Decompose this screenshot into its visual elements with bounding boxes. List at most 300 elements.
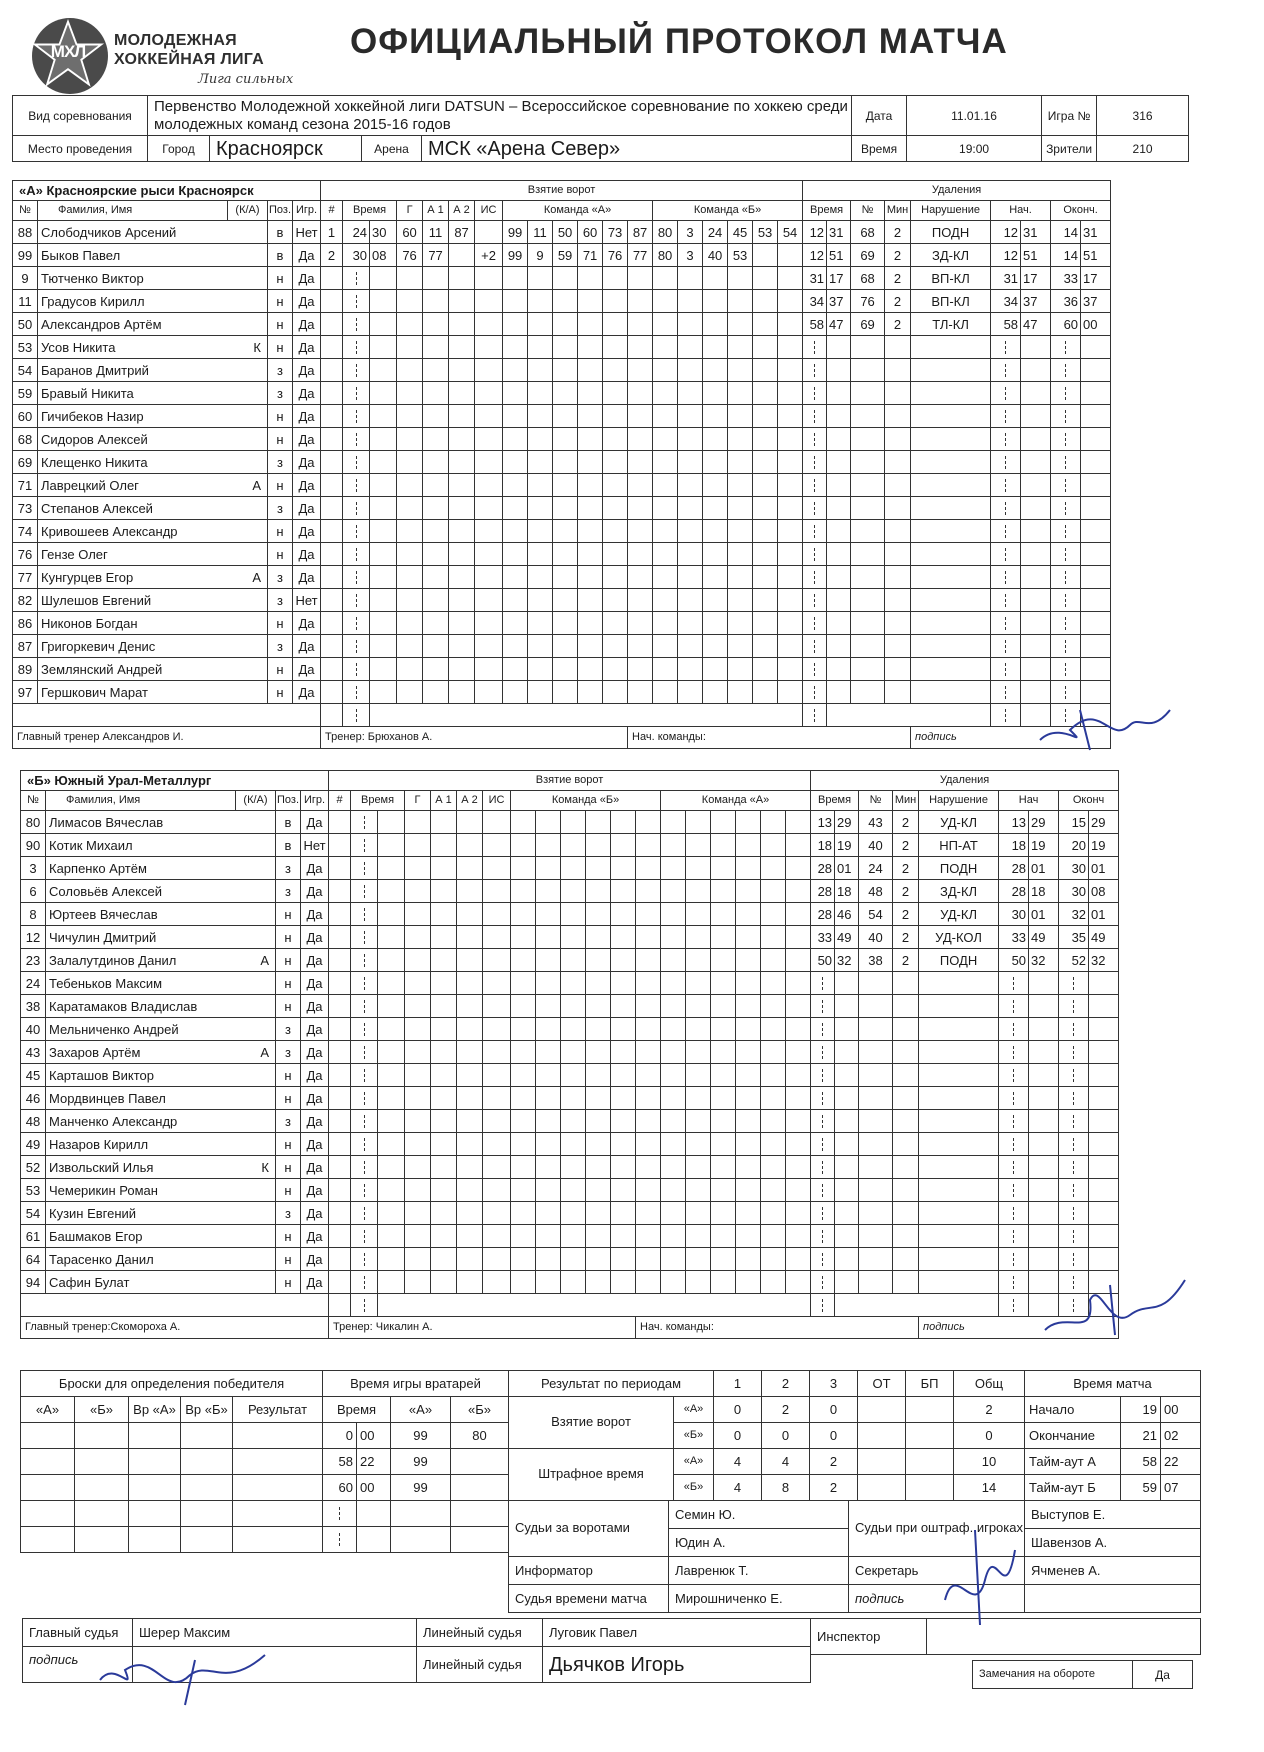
goal-number	[321, 681, 343, 704]
on-ice-cell	[511, 995, 536, 1018]
informer-name: Лавренюк Т.	[669, 1557, 849, 1585]
penalty-minute	[803, 359, 827, 382]
on-ice-cell	[578, 267, 603, 290]
player-name-cell	[46, 972, 276, 995]
on-ice-cell	[728, 428, 753, 451]
goalie-time-row	[323, 1423, 509, 1449]
on-ice-cell	[636, 1064, 661, 1087]
penalty-cell	[1029, 1179, 1059, 1202]
period-value: 4	[714, 1475, 762, 1501]
penalty-minute	[811, 995, 835, 1018]
penalty-minute	[811, 1225, 835, 1248]
goal-cell	[423, 267, 449, 290]
goal-cell	[405, 880, 431, 903]
on-ice-cell	[761, 1064, 786, 1087]
goal-cell	[370, 566, 397, 589]
on-ice-cell	[711, 949, 736, 972]
penalty-end	[1051, 658, 1081, 681]
goal-cell	[378, 949, 405, 972]
player-played: Да	[293, 290, 321, 313]
penalty-cell	[851, 566, 885, 589]
game-number: 316	[1097, 96, 1189, 136]
penalty-end-minute: 32	[1059, 903, 1089, 926]
on-ice-cell	[528, 543, 553, 566]
on-ice-cell	[661, 1064, 686, 1087]
col-penalty-time: Время	[811, 791, 859, 811]
penalty-minutes: 2	[893, 857, 919, 880]
on-ice-cell	[611, 880, 636, 903]
col-pos: Поз.	[268, 201, 293, 221]
goal-cell	[431, 880, 457, 903]
on-ice-cell	[636, 1087, 661, 1110]
penalty-cell	[1089, 1248, 1119, 1271]
goal-cell	[483, 903, 511, 926]
period-value	[906, 1475, 954, 1501]
goal-assist-1: 11	[423, 221, 449, 244]
on-ice-cell	[636, 949, 661, 972]
on-ice-cell	[753, 658, 778, 681]
penalty-second: 32	[835, 949, 859, 972]
on-ice-cell	[761, 1041, 786, 1064]
on-ice-cell	[778, 566, 803, 589]
period-value: 2	[810, 1475, 858, 1501]
col-assist-2: А 2	[449, 201, 475, 221]
player-row	[13, 589, 1111, 612]
on-ice-cell	[786, 972, 811, 995]
penalty-end	[1059, 995, 1089, 1018]
penalty-cell	[835, 1064, 859, 1087]
on-ice-cell	[753, 497, 778, 520]
player-number: 61	[21, 1225, 46, 1248]
on-ice-cell	[553, 336, 578, 359]
shootout-table	[20, 1370, 323, 1553]
player-played: Да	[301, 995, 329, 1018]
goal-cell	[405, 1018, 431, 1041]
goal-cell	[405, 1041, 431, 1064]
match-time-second: 02	[1161, 1423, 1201, 1449]
goal-cell	[397, 428, 423, 451]
goalie-a: 99	[391, 1449, 451, 1475]
penalty-cell	[851, 497, 885, 520]
on-ice-cell	[536, 1087, 561, 1110]
on-ice-cell	[603, 359, 628, 382]
penalty-start	[999, 1087, 1029, 1110]
goal-cell	[483, 880, 511, 903]
on-ice-cell	[503, 382, 528, 405]
on-ice-cell	[586, 949, 611, 972]
on-ice-cell	[528, 451, 553, 474]
team-a-coach-signature	[1030, 690, 1180, 760]
goal-number	[329, 811, 351, 834]
player-name-cell	[46, 857, 276, 880]
on-ice-cell	[711, 1133, 736, 1156]
penalty-end	[1059, 1202, 1089, 1225]
penalty-minutes: 2	[885, 313, 911, 336]
on-ice-cell	[628, 543, 653, 566]
player-number: 69	[13, 451, 38, 474]
on-ice-cell	[636, 811, 661, 834]
penalty-start	[991, 543, 1021, 566]
player-position: з	[276, 1202, 301, 1225]
goal-minute	[351, 880, 378, 903]
on-ice-cell	[661, 1133, 686, 1156]
penalty-start-minute: 13	[999, 811, 1029, 834]
on-ice-cell	[553, 681, 578, 704]
penalty-start	[991, 336, 1021, 359]
on-ice-cell	[753, 313, 778, 336]
shootout-cell	[21, 1449, 75, 1475]
penalty-second: 29	[835, 811, 859, 834]
penalty-end-second: 31	[1081, 221, 1111, 244]
player-position: з	[276, 880, 301, 903]
on-ice-player: 99	[503, 244, 528, 267]
penalty-start	[999, 1133, 1029, 1156]
on-ice-cell	[603, 313, 628, 336]
goal-cell	[397, 566, 423, 589]
on-ice-cell	[503, 543, 528, 566]
penalty-player: 38	[859, 949, 893, 972]
goal-number	[329, 1133, 351, 1156]
player-position: н	[276, 1133, 301, 1156]
on-ice-cell	[636, 1271, 661, 1294]
goal-cell	[449, 589, 475, 612]
goal-minute	[343, 589, 370, 612]
on-ice-cell	[736, 949, 761, 972]
penalty-end-minute: 15	[1059, 811, 1089, 834]
on-ice-cell	[653, 635, 678, 658]
player-played: Да	[301, 1018, 329, 1041]
penalty-cell	[885, 428, 911, 451]
penalty-cell	[885, 451, 911, 474]
goal-number	[329, 949, 351, 972]
goalie-time-minute: 0	[323, 1423, 357, 1449]
goal-cell	[449, 474, 475, 497]
penalty-minutes: 2	[893, 926, 919, 949]
penalty-violation: ВП-КЛ	[911, 290, 991, 313]
on-ice-cell	[561, 880, 586, 903]
goal-cell	[449, 658, 475, 681]
goal-cell	[457, 857, 483, 880]
goal-cell	[475, 382, 503, 405]
player-row	[21, 1018, 1119, 1041]
penalty-end-second: 01	[1089, 903, 1119, 926]
opp-on-ice-player: 54	[778, 221, 803, 244]
on-ice-cell	[653, 497, 678, 520]
on-ice-cell	[736, 995, 761, 1018]
goal-cell	[483, 1087, 511, 1110]
player-played: Да	[293, 681, 321, 704]
penalty-cell	[919, 1018, 999, 1041]
player-played: Нет	[293, 589, 321, 612]
penalty-end-second: 49	[1089, 926, 1119, 949]
penalty-cell	[827, 428, 851, 451]
penalty-cell	[859, 1248, 893, 1271]
on-ice-cell	[611, 1064, 636, 1087]
on-ice-cell	[753, 428, 778, 451]
col-goal-time: Время	[343, 201, 397, 221]
on-ice-cell	[653, 267, 678, 290]
on-ice-cell	[686, 834, 711, 857]
penalty-minute	[811, 1110, 835, 1133]
goal-cell	[449, 336, 475, 359]
goal-cell	[475, 589, 503, 612]
penalty-start-minute: 28	[999, 857, 1029, 880]
spacer-cell	[999, 1294, 1029, 1317]
on-ice-cell	[628, 382, 653, 405]
period-col: 2	[762, 1371, 810, 1397]
penalty-end-minute: 30	[1059, 880, 1089, 903]
goal-minute	[343, 658, 370, 681]
penalty-second: 49	[835, 926, 859, 949]
on-ice-cell	[536, 811, 561, 834]
goal-cell	[431, 1225, 457, 1248]
player-name: Слободчиков Арсений	[41, 224, 177, 240]
goal-cell	[457, 1041, 483, 1064]
player-played: Да	[293, 382, 321, 405]
player-name: Гичибеков Назир	[41, 408, 144, 424]
match-time-label: Начало	[1025, 1397, 1121, 1423]
player-played: Да	[301, 880, 329, 903]
opp-on-ice-player: 80	[653, 221, 678, 244]
penalty-cell	[1029, 1041, 1059, 1064]
goal-minute	[343, 474, 370, 497]
penalty-cell	[893, 1202, 919, 1225]
on-ice-cell	[686, 903, 711, 926]
match-time-label: Окончание	[1025, 1423, 1121, 1449]
player-played: Да	[293, 612, 321, 635]
player-row	[13, 497, 1111, 520]
goal-cell	[397, 658, 423, 681]
period-team-label: «А»	[674, 1449, 714, 1475]
goal-number	[321, 336, 343, 359]
penalty-player: 68	[851, 221, 885, 244]
league-name-line2: ХОККЕЙНАЯ ЛИГА	[114, 51, 265, 68]
on-ice-cell	[536, 1156, 561, 1179]
goal-cell	[423, 474, 449, 497]
player-name: Чичулин Дмитрий	[49, 929, 157, 945]
on-ice-cell	[611, 1087, 636, 1110]
period-results-table	[508, 1370, 1025, 1501]
goal-cell	[457, 1248, 483, 1271]
on-ice-cell	[511, 1202, 536, 1225]
goal-minute	[351, 1018, 378, 1041]
on-ice-cell	[703, 313, 728, 336]
on-ice-cell	[586, 926, 611, 949]
goal-minute	[351, 995, 378, 1018]
penalty-cell	[835, 1110, 859, 1133]
goal-cell	[431, 857, 457, 880]
on-ice-cell	[778, 428, 803, 451]
on-ice-cell	[503, 359, 528, 382]
player-position: з	[276, 1018, 301, 1041]
on-ice-cell	[661, 995, 686, 1018]
goal-cell	[475, 313, 503, 336]
on-ice-cell	[578, 612, 603, 635]
goal-number	[329, 1156, 351, 1179]
on-ice-cell	[778, 313, 803, 336]
on-ice-cell	[786, 995, 811, 1018]
on-ice-cell	[511, 1041, 536, 1064]
goal-cell	[378, 995, 405, 1018]
on-ice-cell	[778, 497, 803, 520]
player-name: Тютченко Виктор	[41, 270, 144, 286]
goal-cell	[397, 267, 423, 290]
on-ice-cell	[636, 1202, 661, 1225]
on-ice-cell	[778, 658, 803, 681]
on-ice-cell	[678, 658, 703, 681]
shootout-col: Вр «А»	[129, 1397, 181, 1423]
on-ice-cell	[586, 972, 611, 995]
goal-cell	[423, 658, 449, 681]
penalty-cell	[827, 612, 851, 635]
time-label: Время	[852, 136, 907, 162]
goal-number	[329, 995, 351, 1018]
goal-cell	[457, 1087, 483, 1110]
on-ice-cell	[578, 313, 603, 336]
on-ice-cell	[736, 972, 761, 995]
goal-cell	[475, 428, 503, 451]
goal-cell	[483, 1041, 511, 1064]
player-number: 97	[13, 681, 38, 704]
match-time-title: Время матча	[1025, 1371, 1201, 1397]
on-ice-cell	[586, 1156, 611, 1179]
spacer-row	[21, 1294, 1119, 1317]
player-position: н	[268, 405, 293, 428]
penalty-violation: ТЛ-КЛ	[911, 313, 991, 336]
goal-number	[321, 382, 343, 405]
penalty-cell	[827, 336, 851, 359]
penalty-start	[991, 382, 1021, 405]
on-ice-cell	[536, 949, 561, 972]
on-ice-cell	[661, 811, 686, 834]
player-played: Да	[301, 1133, 329, 1156]
on-ice-cell	[553, 543, 578, 566]
on-ice-cell	[553, 451, 578, 474]
on-ice-cell	[586, 1018, 611, 1041]
on-ice-cell	[636, 903, 661, 926]
on-ice-cell	[728, 382, 753, 405]
goal-cell	[405, 834, 431, 857]
player-captain-mark: К	[253, 339, 261, 355]
player-played: Да	[301, 1041, 329, 1064]
period-value: 10	[954, 1449, 1025, 1475]
penalty-start-minute: 33	[999, 926, 1029, 949]
on-ice-cell	[728, 681, 753, 704]
penalty-minutes: 2	[885, 244, 911, 267]
goal-cell	[475, 543, 503, 566]
penalty-cell	[835, 1087, 859, 1110]
on-ice-cell	[603, 681, 628, 704]
player-row	[13, 566, 1111, 589]
date-label: Дата	[852, 96, 907, 136]
player-number: 46	[21, 1087, 46, 1110]
on-ice-cell	[636, 1225, 661, 1248]
goal-cell	[378, 1133, 405, 1156]
goal-cell	[370, 451, 397, 474]
player-played: Да	[301, 1225, 329, 1248]
on-ice-cell	[778, 589, 803, 612]
on-ice-player: 73	[603, 221, 628, 244]
penalty-start-second: 01	[1029, 903, 1059, 926]
goal-cell	[405, 1110, 431, 1133]
goal-cell	[405, 972, 431, 995]
on-ice-cell	[728, 313, 753, 336]
goal-cell	[449, 451, 475, 474]
goal-cell	[457, 1018, 483, 1041]
penalty-cell	[893, 1133, 919, 1156]
on-ice-cell	[728, 451, 753, 474]
goal-cell	[378, 926, 405, 949]
on-ice-cell	[628, 359, 653, 382]
match-time-minute: 19	[1121, 1397, 1161, 1423]
player-played: Да	[293, 658, 321, 681]
on-ice-cell	[753, 359, 778, 382]
goal-number	[321, 658, 343, 681]
col-penalty-num: №	[851, 201, 885, 221]
on-ice-cell	[728, 267, 753, 290]
player-name-cell	[38, 635, 268, 658]
spacer-cell	[811, 1294, 835, 1317]
penalty-cell	[827, 474, 851, 497]
goal-cell	[370, 589, 397, 612]
on-ice-cell	[703, 405, 728, 428]
on-ice-cell	[686, 1087, 711, 1110]
penalty-cell	[859, 1110, 893, 1133]
penalty-end-minute: 36	[1051, 290, 1081, 313]
on-ice-cell	[511, 1018, 536, 1041]
player-played: Да	[301, 949, 329, 972]
on-ice-cell	[711, 995, 736, 1018]
penalty-cell	[859, 1041, 893, 1064]
on-ice-cell	[711, 1179, 736, 1202]
goal-cell	[483, 1202, 511, 1225]
penalty-second: 51	[827, 244, 851, 267]
penalty-player: 54	[859, 903, 893, 926]
player-name: Башмаков Егор	[49, 1228, 143, 1244]
on-ice-cell	[528, 290, 553, 313]
match-time-minute: 58	[1121, 1449, 1161, 1475]
goal-number	[329, 1041, 351, 1064]
shootout-col: Результат	[233, 1397, 323, 1423]
on-ice-cell	[736, 811, 761, 834]
player-played: Да	[301, 1179, 329, 1202]
penalty-cell	[1081, 451, 1111, 474]
on-ice-cell	[661, 857, 686, 880]
goal-cell	[370, 313, 397, 336]
team-a-section	[12, 180, 1111, 749]
goal-cell	[457, 1202, 483, 1225]
player-played: Да	[293, 474, 321, 497]
goal-number	[329, 857, 351, 880]
penalty-cell	[919, 1133, 999, 1156]
goal-number	[321, 635, 343, 658]
penalty-violation: ПОДН	[919, 857, 999, 880]
on-ice-cell	[786, 1271, 811, 1294]
on-ice-cell	[636, 1248, 661, 1271]
penalty-cell	[851, 428, 885, 451]
penalty-start	[999, 1156, 1029, 1179]
player-position: н	[268, 658, 293, 681]
on-ice-cell	[561, 1018, 586, 1041]
player-played: Да	[293, 451, 321, 474]
col-penalty-num: №	[859, 791, 893, 811]
player-row	[21, 1133, 1119, 1156]
penalty-player: 69	[851, 244, 885, 267]
on-ice-cell	[661, 903, 686, 926]
player-position: н	[276, 1179, 301, 1202]
on-ice-cell	[661, 880, 686, 903]
player-number: 60	[13, 405, 38, 428]
